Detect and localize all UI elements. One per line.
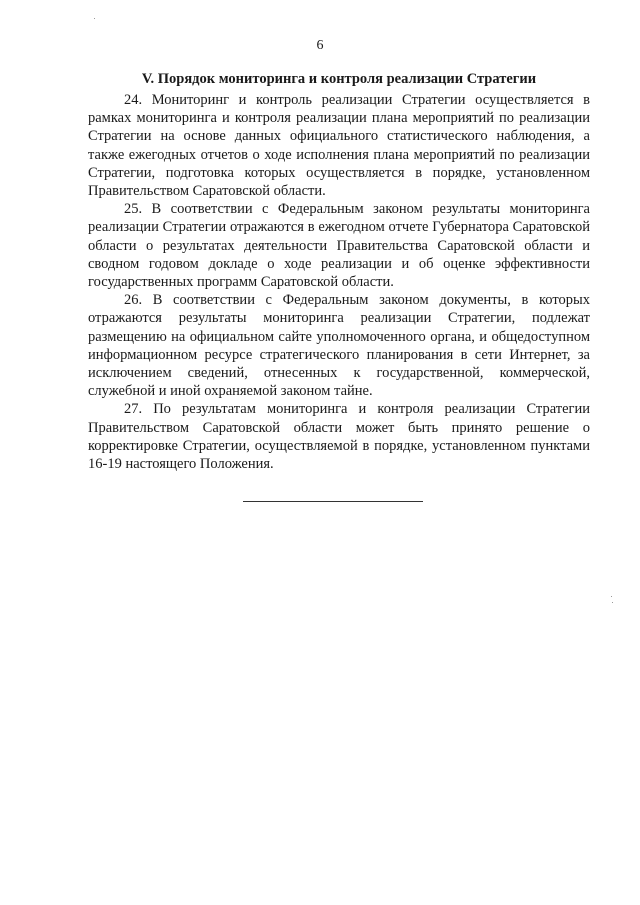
paragraph-26: 26. В соответствии с Федеральным законом документы, в которых отражаются результаты мониторинга реализации Стратегии, подлежат размещению на официальном сайте уполномоченного органа, и общедоступном информационном ресурсе стратегического планирования в сети Интернет, за исключением сведений, отнесенных к государственной, коммерческой, служебной и иной охраняемой законом тайне.	[88, 292, 590, 400]
scan-speck	[94, 18, 95, 19]
paragraph-24: 24. Мониторинг и контроль реализации Стратегии осуществляется в рамках мониторинга и контроля реализации плана мероприятий по реализации Стратегии на основе данных официального статистического наблюдения, а также ежегодных отчетов о ходе исполнения плана мероприятий по реализации Стратегии, подготовка которых осуществляется в порядке, установленном Правительством Саратовской области.	[88, 92, 590, 200]
end-divider-line	[243, 501, 423, 502]
document-body	[88, 70, 590, 473]
paragraph-25: 25. В соответствии с Федеральным законом результаты мониторинга реализации Стратегии отражаются в ежегодном отчете Губернатора Саратовской области о результатах деятельности Правительства Саратовской области и сводном годовом докладе о ходе реализации и об оценке эффективности государственных программ Саратовской области.	[88, 201, 590, 291]
section-title: V. Порядок мониторинга и контроля реализации Стратегии	[141, 71, 537, 87]
paragraph-27: 27. По результатам мониторинга и контроля реализации Стратегии Правительством Саратовской области может быть принято решение о корректировке Стратегии, осуществляемой в порядке, установленном пунктами 16-19 настоящего Положения.	[88, 401, 590, 473]
scan-speck	[612, 602, 613, 603]
page-number: 6	[316, 38, 324, 53]
scan-speck	[611, 596, 612, 597]
